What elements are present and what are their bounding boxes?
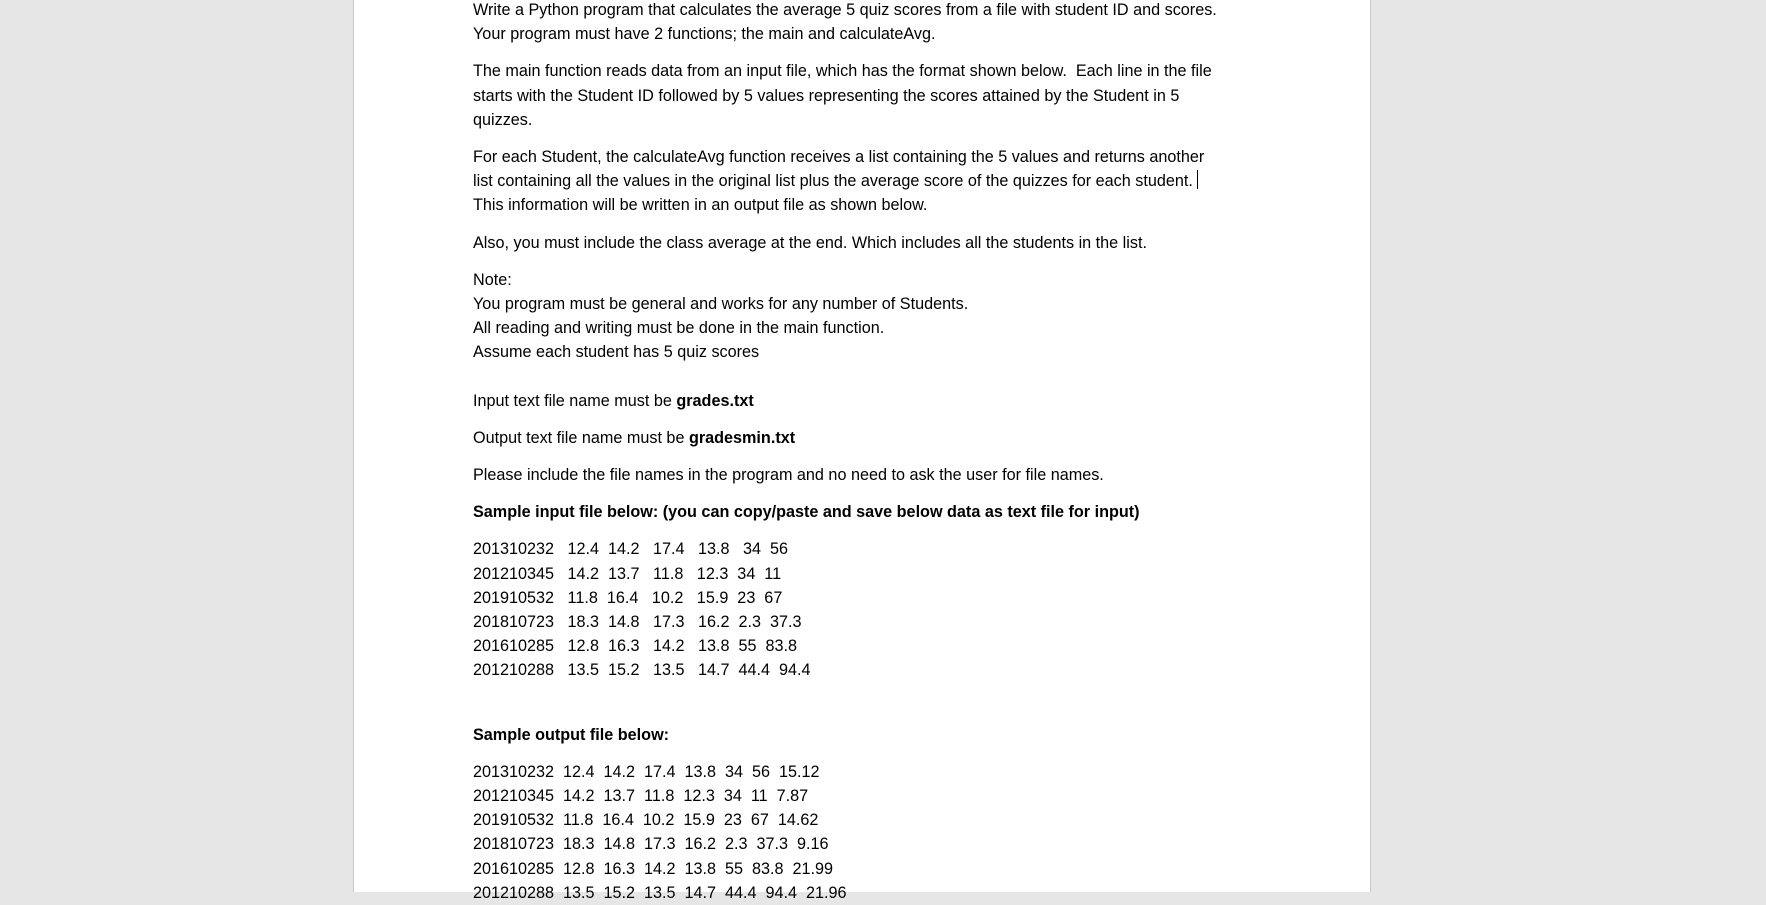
sample-input-heading: [473, 500, 1273, 524]
text-line: Please include the file names in the program and no need to ask the user for file names.: [473, 466, 1104, 485]
output-filename-paragraph: [473, 426, 1273, 450]
text-line: Your program must have 2 functions; the main and calculateAvg.: [473, 25, 936, 44]
data-row: 201910532 11.8 16.4 10.2 15.9 23 67 14.62: [473, 811, 819, 830]
text-line: [473, 389, 1273, 413]
note-line: All reading and writing must be done in the main function.: [473, 319, 885, 338]
data-row: 201610285 12.8 16.3 14.2 13.8 55 83.8 21.99: [473, 859, 834, 878]
text-cursor: [1197, 170, 1198, 189]
text-line-content: list containing all the values in the original list plus the average score of the quizzes for each student.: [473, 172, 1193, 191]
data-row: 201610285 12.8 16.3 14.2 13.8 55 83.8: [473, 637, 798, 656]
calculate-avg-paragraph: [473, 145, 1273, 218]
text-line: [473, 169, 1273, 193]
input-filename-paragraph: [473, 389, 1273, 413]
text-line: For each Student, the calculateAvg function receives a list containing the 5 values and returns another: [473, 148, 1205, 167]
sample-output-data: [473, 760, 1273, 905]
note-line: Assume each student has 5 quiz scores: [473, 343, 760, 362]
data-row: 201810723 18.3 14.8 17.3 16.2 2.3 37.3 9.16: [473, 835, 829, 854]
data-row: 201810723 18.3 14.8 17.3 16.2 2.3 37.3: [473, 613, 802, 632]
data-row: 201310232 12.4 14.2 17.4 13.8 34 56 15.12: [473, 762, 820, 781]
output-filename: gradesmin.txt: [688, 428, 796, 447]
data-row: 201210288 13.5 15.2 13.5 14.7 44.4 94.4: [473, 661, 811, 680]
heading-text: Sample input file below: (you can copy/paste and save below data as text file for input): [473, 503, 1140, 522]
data-row: 201210288 13.5 15.2 13.5 14.7 44.4 94.4 21.96: [473, 883, 847, 902]
data-row: 201210345 14.2 13.7 11.8 12.3 34 11 7.87: [473, 787, 809, 806]
class-average-paragraph: [473, 231, 1273, 255]
data-row: 201310232 12.4 14.2 17.4 13.8 34 56: [473, 540, 789, 559]
input-filename: grades.txt: [676, 391, 754, 410]
intro-paragraph: [473, 0, 1273, 46]
text-line: Write a Python program that calculates the average 5 quiz scores from a file with student ID and scores.: [473, 1, 1217, 19]
text-line: The main function reads data from an input file, which has the format shown below. Each line in the file: [473, 62, 1212, 81]
include-filenames-paragraph: [473, 463, 1273, 487]
sample-output-heading: [473, 723, 1273, 747]
document-page[interactable]: [353, 0, 1371, 902]
note-block: [473, 268, 1273, 365]
text-line: starts with the Student ID followed by 5 values representing the scores attained by the Student in 5: [473, 86, 1180, 105]
document-body[interactable]: [473, 0, 1273, 905]
heading-text: Sample output file below:: [473, 725, 670, 744]
text-line: This information will be written in an output file as shown below.: [473, 196, 928, 215]
data-row: 201210345 14.2 13.7 11.8 12.3 34 11: [473, 564, 782, 583]
text-line: [473, 426, 1273, 450]
sample-input-data: [473, 537, 1273, 682]
main-function-paragraph: [473, 59, 1273, 132]
data-row: 201910532 11.8 16.4 10.2 15.9 23 67: [473, 588, 783, 607]
text-line: Also, you must include the class average at the end. Which includes all the students in the list.: [473, 233, 1147, 252]
input-filename-label: Input text file name must be: [473, 391, 677, 410]
output-filename-label: Output text file name must be: [473, 428, 689, 447]
text-line: quizzes.: [473, 110, 533, 129]
note-line: You program must be general and works for any number of Students.: [473, 295, 969, 314]
note-heading: Note:: [473, 270, 512, 289]
